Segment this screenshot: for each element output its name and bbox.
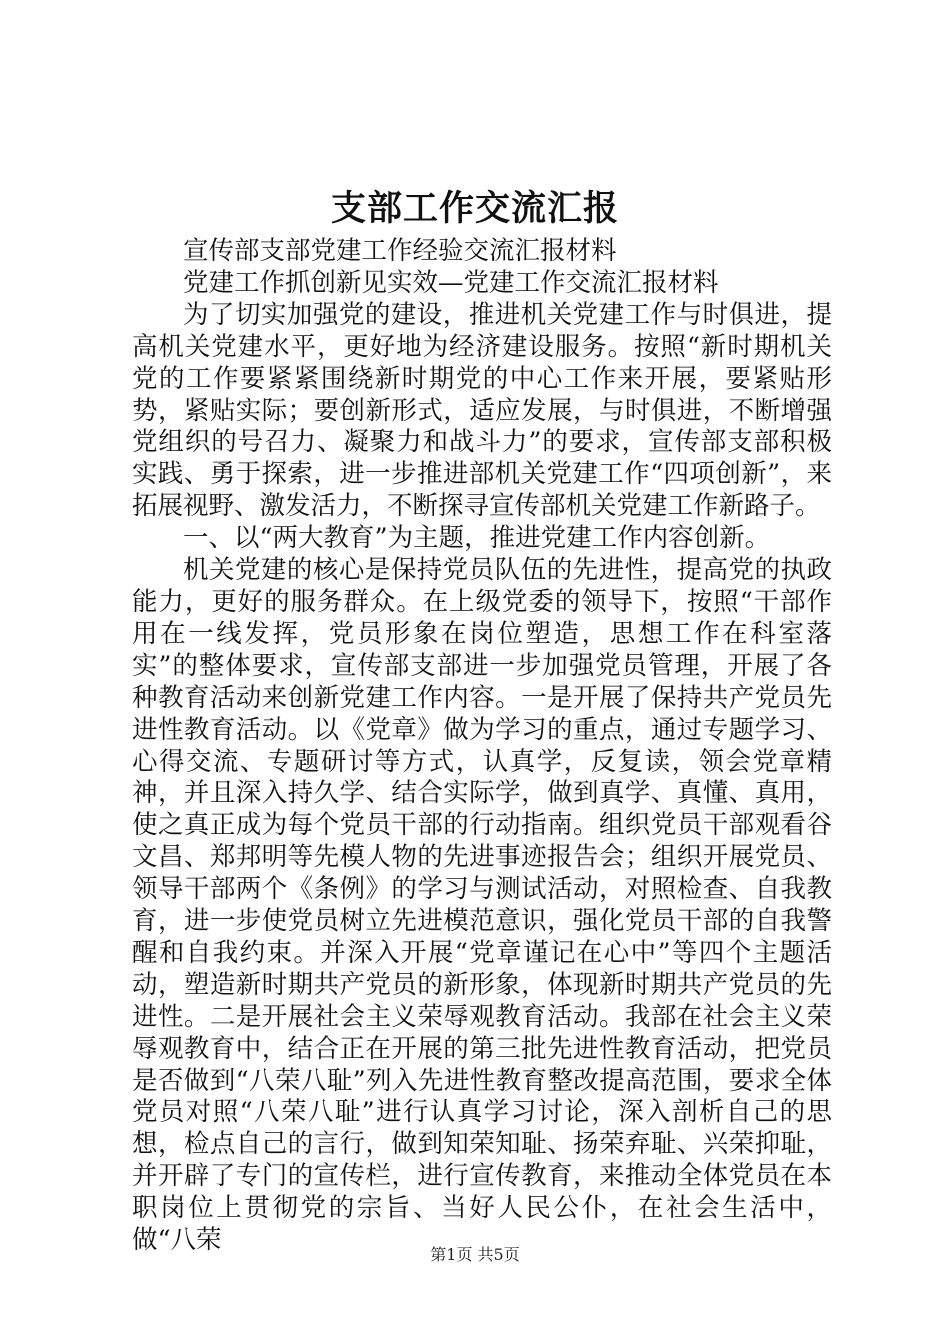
subtitle-line-1: 宣传部支部党建工作经验交流汇报材料 [183,236,617,266]
section-heading-1: 一、以“两大教育”为主题，推进党建工作内容创新。 [183,523,771,554]
page-footer: 第1页 共5页 [430,1245,520,1264]
document-title: 支部工作交流汇报 [330,188,619,229]
intro-paragraph: 为了切实加强党的建设，推进机关党建工作与时俱进，提高机关党建水平，更好地为经济建设服务。按照“新时期机关党的工作要紧紧围绕新时期党的中心工作来开展，要紧贴形势，紧贴实际；要创新形式，适应发展，与时俱进，不断增强党组织的号召力、凝聚力和战斗力”的要求，宣传部支部积极实践、勇于探索，进一步推进部机关党建工作“四项创新”，来拓展视野、激发活力，不断探寻宣传部机关党建工作新路子。 [132,299,832,522]
subtitle-line-2: 党建工作抓创新见实效—党建工作交流汇报材料 [183,267,719,298]
document-body [132,236,832,1257]
section-paragraph-1: 机关党建的核心是保持党员队伍的先进性，提高党的执政能力，更好的服务群众。在上级党委的领导下，按照“干部作用在一线发挥，党员形象在岗位塑造，思想工作在科室落实”的整体要求，宣传部支部进一步加强党员管理，开展了各种教育活动来创新党建工作内容。一是开展了保持共产党员先进性教育活动。以《党章》做为学习的重点，通过专题学习、心得交流、专题研讨等方式，认真学，反复读，领会党章精神，并且深入持久学、结合实际学，做到真学、真懂、真用，使之真正成为每个党员干部的行动指南。组织党员干部观看谷文昌、郑邦明等先模人物的先进事迹报告会；组织开展党员、领导干部两个《条例》的学习与测试活动，对照检查、自我教育，进一步使党员树立先进模范意识，强化党员干部的自我警醒和自我约束。并深入开展“党章谨记在心中”等四个主题活动，塑造新时期共产党员的新形象，体现新时期共产党员的先进性。二是开展社会主义荣辱观教育活动。我部在社会主义荣辱观教育中，结合正在开展的第三批先进性教育活动，把党员是否做到“八荣八耻”列入先进性教育整改提高范围，要求全体党员对照“八荣八耻”进行认真学习讨论，深入剖析自己的思想，检点自己的言行，做到知荣知耻、扬荣弃耻、兴荣抑耻，并开辟了专门的宣传栏，进行宣传教育，来推动全体党员在本职岗位上贯彻党的宗旨、当好人民公仆，在社会生活中，做“八荣 [132,555,832,1256]
